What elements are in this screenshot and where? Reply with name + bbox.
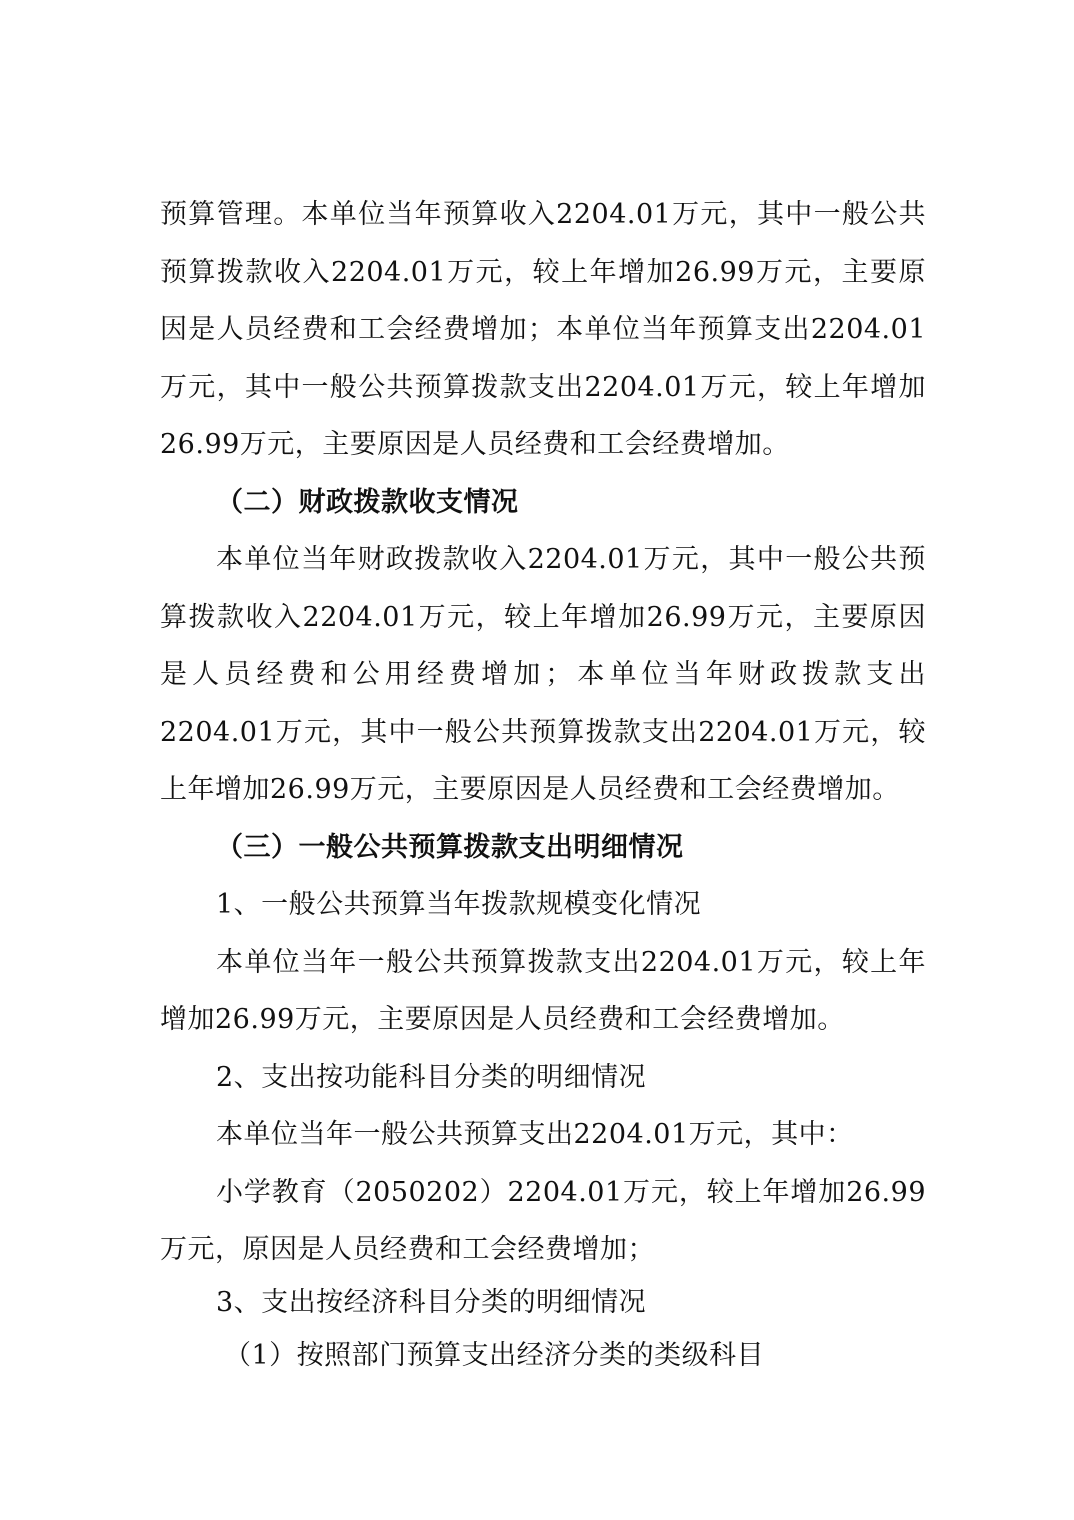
subheading-economic-classification: 3、支出按经济科目分类的明细情况 bbox=[216, 1286, 647, 1318]
subheading-functional-classification: 2、支出按功能科目分类的明细情况 bbox=[216, 1061, 647, 1093]
economic-classification-item-1: （1）按照部门预算支出经济分类的类级科目 bbox=[224, 1339, 765, 1371]
section-heading-general-budget-details: （三）一般公共预算拨款支出明细情况 bbox=[216, 831, 684, 863]
section-heading-fiscal-appropriation: （二）财政拨款收支情况 bbox=[216, 486, 519, 518]
fiscal-appropriation-paragraph: 本单位当年财政拨款收入2204.01万元，其中一般公共预算拨款收入2204.01万元，较上年增加26.99万元，主要原因是人员经费和公用经费增加；本单位当年财政拨款支出2204.01万元，其中一般公共预算拨款支出2204.01万元，较上年增加26.99万元，主要原因是人员经费和工会经费增加。 bbox=[160, 544, 926, 805]
functional-classification-intro: 本单位当年一般公共预算支出2204.01万元，其中： bbox=[216, 1119, 854, 1150]
primary-education-paragraph: 小学教育（2050202）2204.01万元，较上年增加26.99万元，原因是人员经费和工会经费增加； bbox=[160, 1176, 926, 1265]
document-body bbox=[160, 186, 926, 1384]
subheading-scale-change: 1、一般公共预算当年拨款规模变化情况 bbox=[216, 889, 702, 920]
scale-change-paragraph: 本单位当年一般公共预算拨款支出2204.01万元，较上年增加26.99万元，主要原因是人员经费和工会经费增加。 bbox=[160, 946, 926, 1035]
budget-summary-paragraph: 预算管理。本单位当年预算收入2204.01万元，其中一般公共预算拨款收入2204.01万元，较上年增加26.99万元，主要原因是人员经费和工会经费增加；本单位当年预算支出2204.01万元，其中一般公共预算拨款支出2204.01万元，较上年增加26.99万元，主要原因是人员经费和工会经费增加。 bbox=[160, 199, 926, 460]
